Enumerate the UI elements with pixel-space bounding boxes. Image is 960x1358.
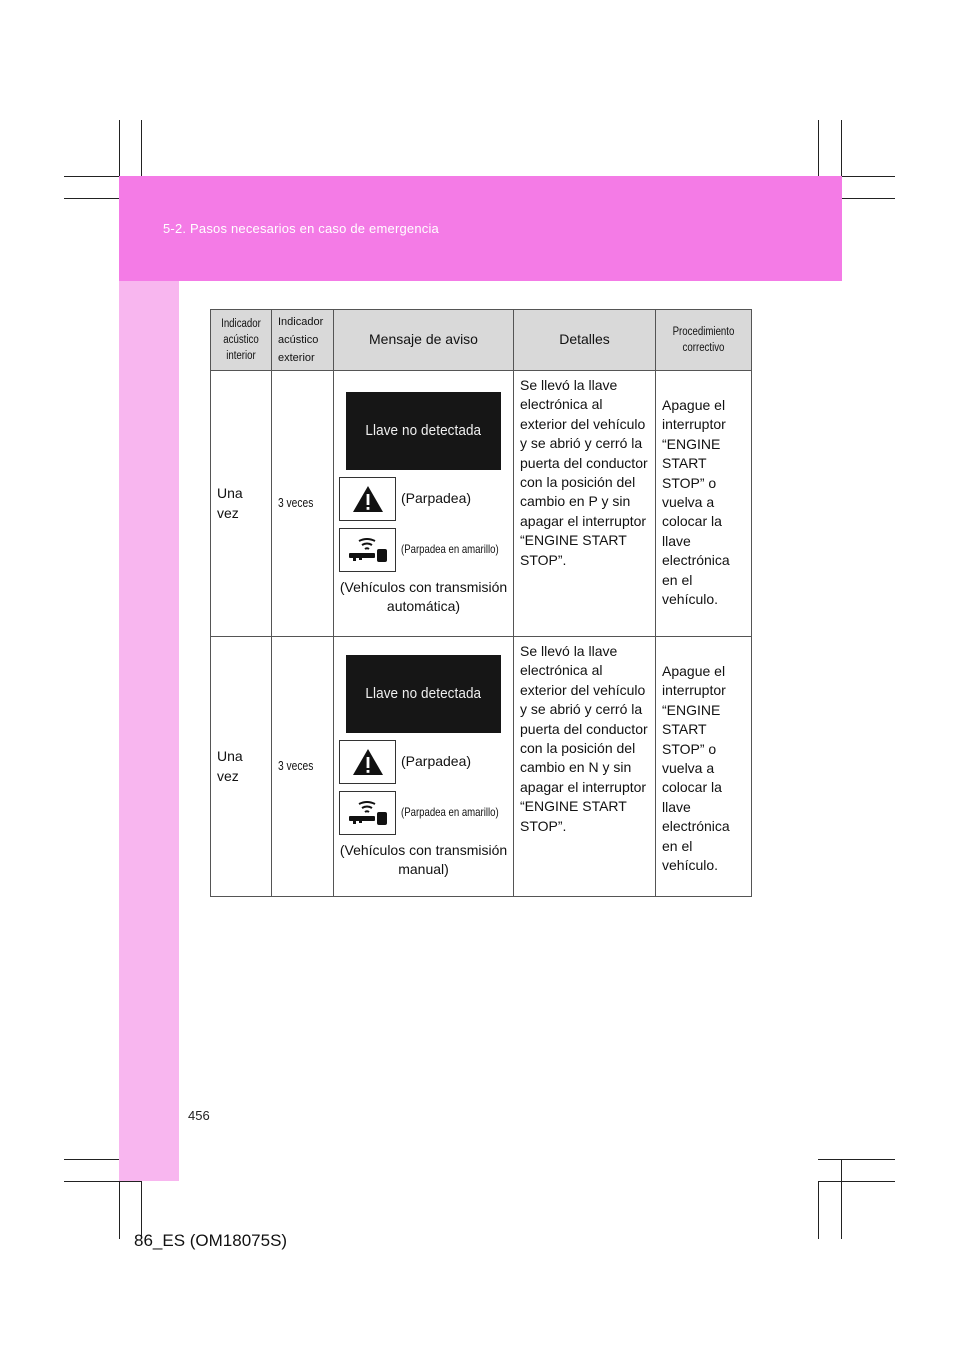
display-screen [346,392,501,470]
warning-triangle-icon [339,477,396,521]
key-indicator-label: (Parpadea en amarillo) [401,541,499,556]
procedure-cell: Apague el interruptor “ENGINE START STOP” o vuelva a colocar la llave electrónica en el vehículo. [656,637,752,897]
vehicle-note: (Vehículos con transmisión automática) [339,578,508,614]
header-interior-buzzer: Indicador acústico interior [211,310,272,371]
vehicle-note: (Vehículos con transmisión manual) [339,841,508,877]
key-indicator-row [334,528,513,572]
crop-mark [64,1181,142,1182]
warning-light-label: (Parpadea) [401,489,472,506]
header-exterior-buzzer: Indicador acústico exterior [272,310,334,371]
warning-light-row [334,477,513,521]
details-cell: Se llevó la llave electrónica al exterior del vehículo y se abrió y cerró la puerta del conductor con la posición del cambio en N y sin apagar el interruptor “ENGINE START STOP”. [514,637,656,897]
smart-key-icon [339,791,396,835]
table-row [211,371,752,637]
table-row [211,637,752,897]
section-title: 5-2. Pasos necesarios en caso de emergencia [163,221,439,236]
key-indicator-row [334,791,513,835]
crop-mark [818,1181,819,1239]
section-header-band [119,176,842,281]
warning-light-row [334,740,513,784]
side-tab-band [119,281,179,1181]
screen-message: Llave no detectada [365,421,482,439]
exterior-buzzer-cell: 3 veces [272,637,334,897]
page-number: 456 [188,1108,210,1123]
details-cell: Se llevó la llave electrónica al exterior del vehículo y se abrió y cerró la puerta del conductor con la posición del cambio en P y sin apagar el interruptor “ENGINE START STOP”. [514,371,656,637]
document-code: 86_ES (OM18075S) [134,1231,288,1250]
warning-triangle-icon [339,740,396,784]
interior-buzzer-cell: Una vez [211,371,272,637]
header-warning-message: Mensaje de aviso [334,310,514,371]
warning-light-label: (Parpadea) [401,752,472,769]
header-details: Detalles [514,310,656,371]
interior-buzzer-cell: Una vez [211,637,272,897]
crop-mark [841,1159,842,1239]
exterior-buzzer-cell: 3 veces [272,371,334,637]
warning-table [210,309,752,897]
screen-message: Llave no detectada [365,684,482,702]
warning-message-cell [334,637,514,897]
procedure-cell: Apague el interruptor “ENGINE START STOP” o vuelva a colocar la llave electrónica en el vehículo. [656,371,752,637]
crop-mark [818,1181,895,1182]
table-header-row [211,310,752,371]
warning-message-cell [334,371,514,637]
display-screen [346,655,501,733]
header-procedure: Procedimiento correctivo [656,310,752,371]
smart-key-icon [339,528,396,572]
key-indicator-label: (Parpadea en amarillo) [401,804,499,819]
crop-mark [818,1159,895,1160]
